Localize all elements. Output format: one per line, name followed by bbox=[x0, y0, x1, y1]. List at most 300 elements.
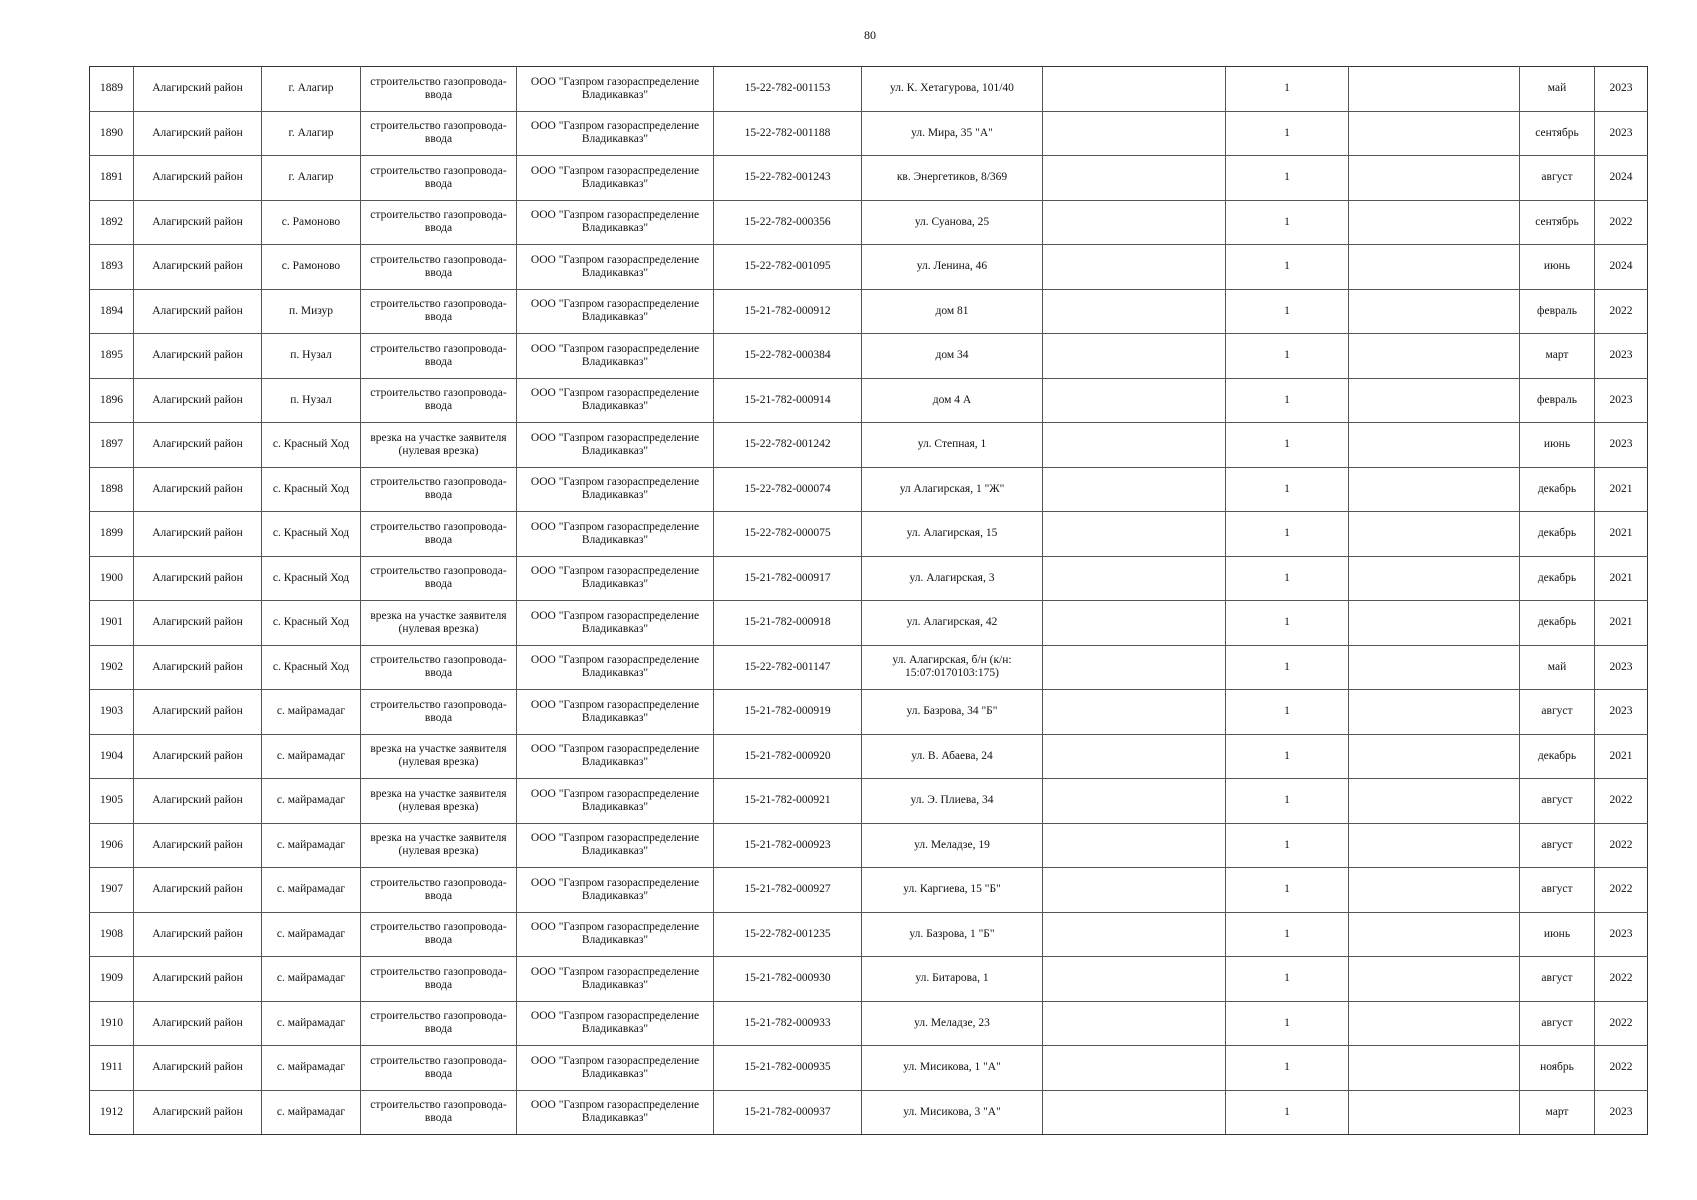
month-cell: декабрь bbox=[1520, 601, 1595, 646]
quantity-cell: 1 bbox=[1226, 1046, 1349, 1091]
work-type-cell: врезка на участке заявителя (нулевая врезка) bbox=[361, 734, 517, 779]
district-cell: Алагирский район bbox=[134, 156, 262, 201]
month-cell: март bbox=[1520, 1090, 1595, 1135]
month-cell: сентябрь bbox=[1520, 111, 1595, 156]
work-type-cell: врезка на участке заявителя (нулевая врезка) bbox=[361, 601, 517, 646]
empty-cell bbox=[1349, 289, 1520, 334]
organization-cell: ООО "Газпром газораспределение Владикавказ" bbox=[517, 912, 714, 957]
empty-cell bbox=[1349, 200, 1520, 245]
district-cell: Алагирский район bbox=[134, 423, 262, 468]
table-row bbox=[90, 957, 1648, 1002]
year-cell: 2021 bbox=[1595, 467, 1648, 512]
year-cell: 2023 bbox=[1595, 645, 1648, 690]
table-row bbox=[90, 378, 1648, 423]
application-code-cell: 15-22-782-001147 bbox=[714, 645, 862, 690]
empty-cell bbox=[1043, 556, 1226, 601]
work-type-cell: врезка на участке заявителя (нулевая врезка) bbox=[361, 823, 517, 868]
work-type-cell: строительство газопровода-ввода bbox=[361, 690, 517, 735]
locality-cell: с. Рамоново bbox=[262, 245, 361, 290]
district-cell: Алагирский район bbox=[134, 512, 262, 557]
table-row bbox=[90, 67, 1648, 112]
empty-cell bbox=[1043, 289, 1226, 334]
quantity-cell: 1 bbox=[1226, 957, 1349, 1002]
address-cell: дом 81 bbox=[862, 289, 1043, 334]
empty-cell bbox=[1349, 67, 1520, 112]
table-row bbox=[90, 556, 1648, 601]
work-type-cell: строительство газопровода-ввода bbox=[361, 868, 517, 913]
table-row bbox=[90, 823, 1648, 868]
empty-cell bbox=[1043, 245, 1226, 290]
quantity-cell: 1 bbox=[1226, 111, 1349, 156]
year-cell: 2023 bbox=[1595, 334, 1648, 379]
district-cell: Алагирский район bbox=[134, 779, 262, 824]
address-cell: ул. Мисикова, 1 "А" bbox=[862, 1046, 1043, 1091]
application-code-cell: 15-21-782-000923 bbox=[714, 823, 862, 868]
row-number: 1912 bbox=[90, 1090, 134, 1135]
table-row bbox=[90, 245, 1648, 290]
month-cell: декабрь bbox=[1520, 467, 1595, 512]
district-cell: Алагирский район bbox=[134, 912, 262, 957]
quantity-cell: 1 bbox=[1226, 823, 1349, 868]
address-cell: ул. К. Хетагурова, 101/40 bbox=[862, 67, 1043, 112]
application-code-cell: 15-21-782-000919 bbox=[714, 690, 862, 735]
work-type-cell: строительство газопровода-ввода bbox=[361, 957, 517, 1002]
month-cell: май bbox=[1520, 645, 1595, 690]
month-cell: март bbox=[1520, 334, 1595, 379]
work-type-cell: строительство газопровода-ввода bbox=[361, 1001, 517, 1046]
locality-cell: с. майрамадаг bbox=[262, 957, 361, 1002]
district-cell: Алагирский район bbox=[134, 601, 262, 646]
locality-cell: г. Алагир bbox=[262, 67, 361, 112]
empty-cell bbox=[1349, 690, 1520, 735]
quantity-cell: 1 bbox=[1226, 245, 1349, 290]
row-number: 1893 bbox=[90, 245, 134, 290]
district-cell: Алагирский район bbox=[134, 289, 262, 334]
table-row bbox=[90, 1001, 1648, 1046]
year-cell: 2024 bbox=[1595, 245, 1648, 290]
row-number: 1908 bbox=[90, 912, 134, 957]
quantity-cell: 1 bbox=[1226, 779, 1349, 824]
organization-cell: ООО "Газпром газораспределение Владикавказ" bbox=[517, 245, 714, 290]
year-cell: 2023 bbox=[1595, 423, 1648, 468]
work-type-cell: строительство газопровода-ввода bbox=[361, 467, 517, 512]
work-type-cell: строительство газопровода-ввода bbox=[361, 245, 517, 290]
quantity-cell: 1 bbox=[1226, 601, 1349, 646]
district-cell: Алагирский район bbox=[134, 823, 262, 868]
organization-cell: ООО "Газпром газораспределение Владикавказ" bbox=[517, 1001, 714, 1046]
organization-cell: ООО "Газпром газораспределение Владикавказ" bbox=[517, 334, 714, 379]
empty-cell bbox=[1349, 245, 1520, 290]
district-cell: Алагирский район bbox=[134, 957, 262, 1002]
year-cell: 2021 bbox=[1595, 601, 1648, 646]
work-type-cell: строительство газопровода-ввода bbox=[361, 111, 517, 156]
empty-cell bbox=[1043, 868, 1226, 913]
empty-cell bbox=[1349, 334, 1520, 379]
row-number: 1895 bbox=[90, 334, 134, 379]
month-cell: август bbox=[1520, 823, 1595, 868]
month-cell: ноябрь bbox=[1520, 1046, 1595, 1091]
month-cell: август bbox=[1520, 156, 1595, 201]
locality-cell: с. майрамадаг bbox=[262, 690, 361, 735]
year-cell: 2022 bbox=[1595, 1001, 1648, 1046]
locality-cell: с. Красный Ход bbox=[262, 423, 361, 468]
month-cell: февраль bbox=[1520, 378, 1595, 423]
month-cell: август bbox=[1520, 868, 1595, 913]
table-row bbox=[90, 289, 1648, 334]
application-code-cell: 15-22-782-001243 bbox=[714, 156, 862, 201]
table-row bbox=[90, 156, 1648, 201]
locality-cell: с. майрамадаг bbox=[262, 1046, 361, 1091]
row-number: 1890 bbox=[90, 111, 134, 156]
address-cell: ул. Битарова, 1 bbox=[862, 957, 1043, 1002]
work-type-cell: строительство газопровода-ввода bbox=[361, 334, 517, 379]
work-type-cell: врезка на участке заявителя (нулевая врезка) bbox=[361, 423, 517, 468]
address-cell: ул. Меладзе, 19 bbox=[862, 823, 1043, 868]
work-type-cell: строительство газопровода-ввода bbox=[361, 645, 517, 690]
address-cell: ул. Каргиева, 15 "Б" bbox=[862, 868, 1043, 913]
row-number: 1905 bbox=[90, 779, 134, 824]
empty-cell bbox=[1043, 334, 1226, 379]
locality-cell: с. майрамадаг bbox=[262, 734, 361, 779]
application-code-cell: 15-22-782-000356 bbox=[714, 200, 862, 245]
row-number: 1906 bbox=[90, 823, 134, 868]
address-cell: ул. Э. Плиева, 34 bbox=[862, 779, 1043, 824]
empty-cell bbox=[1043, 779, 1226, 824]
locality-cell: г. Алагир bbox=[262, 156, 361, 201]
district-cell: Алагирский район bbox=[134, 645, 262, 690]
organization-cell: ООО "Газпром газораспределение Владикавказ" bbox=[517, 378, 714, 423]
district-cell: Алагирский район bbox=[134, 378, 262, 423]
row-number: 1891 bbox=[90, 156, 134, 201]
year-cell: 2023 bbox=[1595, 67, 1648, 112]
empty-cell bbox=[1349, 156, 1520, 201]
month-cell: июнь bbox=[1520, 912, 1595, 957]
month-cell: июнь bbox=[1520, 245, 1595, 290]
table-row bbox=[90, 1090, 1648, 1135]
table-row bbox=[90, 645, 1648, 690]
district-cell: Алагирский район bbox=[134, 245, 262, 290]
quantity-cell: 1 bbox=[1226, 378, 1349, 423]
empty-cell bbox=[1043, 1090, 1226, 1135]
month-cell: май bbox=[1520, 67, 1595, 112]
application-code-cell: 15-21-782-000930 bbox=[714, 957, 862, 1002]
table-row bbox=[90, 868, 1648, 913]
locality-cell: п. Мизур bbox=[262, 289, 361, 334]
empty-cell bbox=[1043, 734, 1226, 779]
application-code-cell: 15-22-782-001242 bbox=[714, 423, 862, 468]
quantity-cell: 1 bbox=[1226, 289, 1349, 334]
table-row bbox=[90, 912, 1648, 957]
quantity-cell: 1 bbox=[1226, 423, 1349, 468]
empty-cell bbox=[1043, 67, 1226, 112]
year-cell: 2021 bbox=[1595, 734, 1648, 779]
registry-table bbox=[89, 66, 1648, 1135]
row-number: 1901 bbox=[90, 601, 134, 646]
application-code-cell: 15-22-782-000384 bbox=[714, 334, 862, 379]
locality-cell: с. майрамадаг bbox=[262, 1090, 361, 1135]
row-number: 1909 bbox=[90, 957, 134, 1002]
district-cell: Алагирский район bbox=[134, 690, 262, 735]
quantity-cell: 1 bbox=[1226, 200, 1349, 245]
locality-cell: с. майрамадаг bbox=[262, 868, 361, 913]
empty-cell bbox=[1349, 512, 1520, 557]
organization-cell: ООО "Газпром газораспределение Владикавказ" bbox=[517, 423, 714, 468]
address-cell: ул. Степная, 1 bbox=[862, 423, 1043, 468]
row-number: 1896 bbox=[90, 378, 134, 423]
organization-cell: ООО "Газпром газораспределение Владикавказ" bbox=[517, 868, 714, 913]
address-cell: ул. Алагирская, 15 bbox=[862, 512, 1043, 557]
organization-cell: ООО "Газпром газораспределение Владикавказ" bbox=[517, 156, 714, 201]
address-cell: ул. Алагирская, б/н (к/н: 15:07:0170103:175) bbox=[862, 645, 1043, 690]
quantity-cell: 1 bbox=[1226, 467, 1349, 512]
row-number: 1904 bbox=[90, 734, 134, 779]
table-row bbox=[90, 779, 1648, 824]
address-cell: кв. Энергетиков, 8/369 bbox=[862, 156, 1043, 201]
locality-cell: с. майрамадаг bbox=[262, 823, 361, 868]
district-cell: Алагирский район bbox=[134, 200, 262, 245]
application-code-cell: 15-21-782-000914 bbox=[714, 378, 862, 423]
empty-cell bbox=[1349, 779, 1520, 824]
row-number: 1899 bbox=[90, 512, 134, 557]
quantity-cell: 1 bbox=[1226, 690, 1349, 735]
quantity-cell: 1 bbox=[1226, 912, 1349, 957]
application-code-cell: 15-21-782-000912 bbox=[714, 289, 862, 334]
work-type-cell: строительство газопровода-ввода bbox=[361, 67, 517, 112]
application-code-cell: 15-22-782-000074 bbox=[714, 467, 862, 512]
year-cell: 2022 bbox=[1595, 200, 1648, 245]
row-number: 1889 bbox=[90, 67, 134, 112]
address-cell: дом 34 bbox=[862, 334, 1043, 379]
empty-cell bbox=[1349, 823, 1520, 868]
locality-cell: п. Нузал bbox=[262, 378, 361, 423]
district-cell: Алагирский район bbox=[134, 1046, 262, 1091]
row-number: 1911 bbox=[90, 1046, 134, 1091]
row-number: 1907 bbox=[90, 868, 134, 913]
empty-cell bbox=[1349, 957, 1520, 1002]
organization-cell: ООО "Газпром газораспределение Владикавказ" bbox=[517, 601, 714, 646]
month-cell: август bbox=[1520, 1001, 1595, 1046]
empty-cell bbox=[1349, 1090, 1520, 1135]
month-cell: декабрь bbox=[1520, 556, 1595, 601]
address-cell: ул Алагирская, 1 "Ж" bbox=[862, 467, 1043, 512]
page-number: 80 bbox=[864, 28, 876, 42]
month-cell: сентябрь bbox=[1520, 200, 1595, 245]
empty-cell bbox=[1043, 156, 1226, 201]
empty-cell bbox=[1043, 423, 1226, 468]
organization-cell: ООО "Газпром газораспределение Владикавказ" bbox=[517, 467, 714, 512]
table-row bbox=[90, 467, 1648, 512]
year-cell: 2023 bbox=[1595, 1090, 1648, 1135]
work-type-cell: врезка на участке заявителя (нулевая врезка) bbox=[361, 779, 517, 824]
organization-cell: ООО "Газпром газораспределение Владикавказ" bbox=[517, 690, 714, 735]
quantity-cell: 1 bbox=[1226, 512, 1349, 557]
address-cell: ул. Базрова, 34 "Б" bbox=[862, 690, 1043, 735]
month-cell: август bbox=[1520, 957, 1595, 1002]
month-cell: февраль bbox=[1520, 289, 1595, 334]
quantity-cell: 1 bbox=[1226, 1001, 1349, 1046]
locality-cell: с. майрамадаг bbox=[262, 779, 361, 824]
empty-cell bbox=[1349, 378, 1520, 423]
work-type-cell: строительство газопровода-ввода bbox=[361, 156, 517, 201]
address-cell: ул. В. Абаева, 24 bbox=[862, 734, 1043, 779]
year-cell: 2024 bbox=[1595, 156, 1648, 201]
empty-cell bbox=[1043, 690, 1226, 735]
empty-cell bbox=[1349, 912, 1520, 957]
organization-cell: ООО "Газпром газораспределение Владикавказ" bbox=[517, 957, 714, 1002]
locality-cell: с. Красный Ход bbox=[262, 467, 361, 512]
organization-cell: ООО "Газпром газораспределение Владикавказ" bbox=[517, 67, 714, 112]
month-cell: декабрь bbox=[1520, 512, 1595, 557]
application-code-cell: 15-21-782-000921 bbox=[714, 779, 862, 824]
district-cell: Алагирский район bbox=[134, 334, 262, 379]
district-cell: Алагирский район bbox=[134, 868, 262, 913]
application-code-cell: 15-22-782-001188 bbox=[714, 111, 862, 156]
organization-cell: ООО "Газпром газораспределение Владикавказ" bbox=[517, 1046, 714, 1091]
quantity-cell: 1 bbox=[1226, 734, 1349, 779]
table-row bbox=[90, 690, 1648, 735]
empty-cell bbox=[1043, 467, 1226, 512]
application-code-cell: 15-21-782-000935 bbox=[714, 1046, 862, 1091]
quantity-cell: 1 bbox=[1226, 334, 1349, 379]
month-cell: июнь bbox=[1520, 423, 1595, 468]
table-row bbox=[90, 111, 1648, 156]
organization-cell: ООО "Газпром газораспределение Владикавказ" bbox=[517, 1090, 714, 1135]
empty-cell bbox=[1349, 111, 1520, 156]
table-row bbox=[90, 601, 1648, 646]
application-code-cell: 15-21-782-000918 bbox=[714, 601, 862, 646]
year-cell: 2022 bbox=[1595, 779, 1648, 824]
empty-cell bbox=[1043, 1046, 1226, 1091]
year-cell: 2022 bbox=[1595, 868, 1648, 913]
row-number: 1892 bbox=[90, 200, 134, 245]
quantity-cell: 1 bbox=[1226, 156, 1349, 201]
month-cell: август bbox=[1520, 690, 1595, 735]
row-number: 1894 bbox=[90, 289, 134, 334]
address-cell: ул. Базрова, 1 "Б" bbox=[862, 912, 1043, 957]
organization-cell: ООО "Газпром газораспределение Владикавказ" bbox=[517, 823, 714, 868]
work-type-cell: строительство газопровода-ввода bbox=[361, 200, 517, 245]
empty-cell bbox=[1349, 601, 1520, 646]
empty-cell bbox=[1349, 1046, 1520, 1091]
empty-cell bbox=[1043, 378, 1226, 423]
empty-cell bbox=[1043, 512, 1226, 557]
application-code-cell: 15-21-782-000937 bbox=[714, 1090, 862, 1135]
work-type-cell: строительство газопровода-ввода bbox=[361, 912, 517, 957]
address-cell: ул. Ленина, 46 bbox=[862, 245, 1043, 290]
empty-cell bbox=[1349, 1001, 1520, 1046]
table-row bbox=[90, 334, 1648, 379]
district-cell: Алагирский район bbox=[134, 467, 262, 512]
month-cell: август bbox=[1520, 779, 1595, 824]
year-cell: 2023 bbox=[1595, 378, 1648, 423]
locality-cell: с. Рамоново bbox=[262, 200, 361, 245]
application-code-cell: 15-21-782-000917 bbox=[714, 556, 862, 601]
empty-cell bbox=[1043, 200, 1226, 245]
quantity-cell: 1 bbox=[1226, 1090, 1349, 1135]
locality-cell: с. Красный Ход bbox=[262, 645, 361, 690]
address-cell: ул. Суанова, 25 bbox=[862, 200, 1043, 245]
quantity-cell: 1 bbox=[1226, 556, 1349, 601]
empty-cell bbox=[1043, 957, 1226, 1002]
application-code-cell: 15-21-782-000927 bbox=[714, 868, 862, 913]
address-cell: ул. Меладзе, 23 bbox=[862, 1001, 1043, 1046]
table-row bbox=[90, 200, 1648, 245]
district-cell: Алагирский район bbox=[134, 67, 262, 112]
table-row bbox=[90, 1046, 1648, 1091]
locality-cell: с. Красный Ход bbox=[262, 556, 361, 601]
quantity-cell: 1 bbox=[1226, 645, 1349, 690]
empty-cell bbox=[1043, 601, 1226, 646]
organization-cell: ООО "Газпром газораспределение Владикавказ" bbox=[517, 200, 714, 245]
application-code-cell: 15-22-782-000075 bbox=[714, 512, 862, 557]
empty-cell bbox=[1043, 1001, 1226, 1046]
empty-cell bbox=[1043, 823, 1226, 868]
row-number: 1902 bbox=[90, 645, 134, 690]
quantity-cell: 1 bbox=[1226, 868, 1349, 913]
row-number: 1897 bbox=[90, 423, 134, 468]
month-cell: декабрь bbox=[1520, 734, 1595, 779]
district-cell: Алагирский район bbox=[134, 111, 262, 156]
year-cell: 2021 bbox=[1595, 512, 1648, 557]
locality-cell: с. майрамадаг bbox=[262, 912, 361, 957]
empty-cell bbox=[1349, 467, 1520, 512]
empty-cell bbox=[1043, 645, 1226, 690]
organization-cell: ООО "Газпром газораспределение Владикавказ" bbox=[517, 779, 714, 824]
year-cell: 2022 bbox=[1595, 823, 1648, 868]
quantity-cell: 1 bbox=[1226, 67, 1349, 112]
year-cell: 2023 bbox=[1595, 111, 1648, 156]
year-cell: 2022 bbox=[1595, 957, 1648, 1002]
work-type-cell: строительство газопровода-ввода bbox=[361, 1090, 517, 1135]
year-cell: 2023 bbox=[1595, 690, 1648, 735]
year-cell: 2022 bbox=[1595, 1046, 1648, 1091]
work-type-cell: строительство газопровода-ввода bbox=[361, 512, 517, 557]
application-code-cell: 15-22-782-001095 bbox=[714, 245, 862, 290]
district-cell: Алагирский район bbox=[134, 734, 262, 779]
organization-cell: ООО "Газпром газораспределение Владикавказ" bbox=[517, 111, 714, 156]
locality-cell: с. Красный Ход bbox=[262, 601, 361, 646]
application-code-cell: 15-21-782-000933 bbox=[714, 1001, 862, 1046]
year-cell: 2023 bbox=[1595, 912, 1648, 957]
address-cell: ул. Мисикова, 3 "А" bbox=[862, 1090, 1043, 1135]
address-cell: ул. Мира, 35 "А" bbox=[862, 111, 1043, 156]
table-row bbox=[90, 512, 1648, 557]
work-type-cell: строительство газопровода-ввода bbox=[361, 289, 517, 334]
address-cell: ул. Алагирская, 42 bbox=[862, 601, 1043, 646]
organization-cell: ООО "Газпром газораспределение Владикавказ" bbox=[517, 645, 714, 690]
table-row bbox=[90, 734, 1648, 779]
locality-cell: с. Красный Ход bbox=[262, 512, 361, 557]
empty-cell bbox=[1043, 912, 1226, 957]
year-cell: 2022 bbox=[1595, 289, 1648, 334]
address-cell: ул. Алагирская, 3 bbox=[862, 556, 1043, 601]
application-code-cell: 15-22-782-001153 bbox=[714, 67, 862, 112]
application-code-cell: 15-22-782-001235 bbox=[714, 912, 862, 957]
row-number: 1900 bbox=[90, 556, 134, 601]
organization-cell: ООО "Газпром газораспределение Владикавказ" bbox=[517, 289, 714, 334]
table-row bbox=[90, 423, 1648, 468]
district-cell: Алагирский район bbox=[134, 556, 262, 601]
locality-cell: п. Нузал bbox=[262, 334, 361, 379]
district-cell: Алагирский район bbox=[134, 1001, 262, 1046]
empty-cell bbox=[1349, 645, 1520, 690]
organization-cell: ООО "Газпром газораспределение Владикавказ" bbox=[517, 556, 714, 601]
empty-cell bbox=[1349, 423, 1520, 468]
work-type-cell: строительство газопровода-ввода bbox=[361, 1046, 517, 1091]
work-type-cell: строительство газопровода-ввода bbox=[361, 556, 517, 601]
locality-cell: г. Алагир bbox=[262, 111, 361, 156]
locality-cell: с. майрамадаг bbox=[262, 1001, 361, 1046]
